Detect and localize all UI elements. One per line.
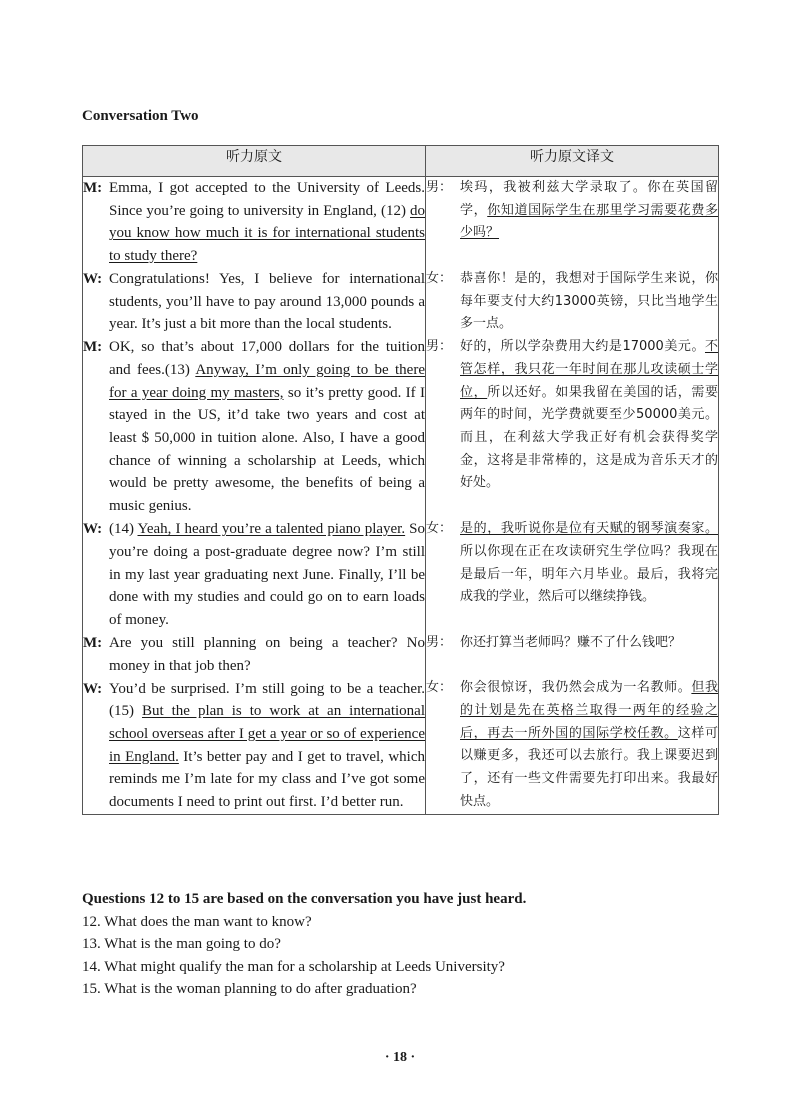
dialogue-turn-zh (426, 268, 718, 336)
dialogue-text (109, 632, 425, 677)
dialogue-text (109, 177, 425, 268)
page-number: · 18 · (384, 1050, 416, 1065)
section-title: Conversation Two (82, 108, 199, 124)
speaker-label: M: (83, 339, 103, 356)
speaker-label: 男： (426, 635, 453, 651)
dialogue-turn-en (83, 336, 425, 518)
text-segment: 埃玛，我被利兹大学录取了。你在英国留学， (460, 180, 718, 218)
translation-text (460, 268, 718, 336)
header-original-text: 听力原文 (83, 146, 426, 177)
translation-text (460, 518, 718, 632)
question-item: 12. What does the man want to know? (82, 913, 312, 930)
speaker-label: M: (83, 180, 103, 196)
dialogue-turn-zh (426, 177, 718, 268)
text-segment: 你会很惊讶，我仍然会成为一名教师。 (460, 680, 692, 696)
text-segment: 这样可以赚更多，我还可以去旅行。我上课要迟到了，还有一些文件需要先打印出来。我最好快点。 (460, 725, 718, 809)
text-segment: Emma, I got accepted to the University of Leeds. Since you’re going to university in England, (12) (109, 180, 425, 219)
dialogue-turn-zh (426, 677, 718, 813)
text-segment: It’s better pay and I get to travel, which reminds me I’m late for my class and I’ve got some documents I need to print out first. I’d better run. (109, 748, 426, 811)
text-segment: So you’re doing a post-graduate degree now? I’m still in my last year graduating next June. Finally, I’ll be done with my studies and could go on to earn loads of money. (109, 521, 426, 628)
text-segment: 恭喜你！是的，我想对于国际学生来说，你每年要支付大约13000英镑，只比当地学生多一点。 (460, 271, 718, 332)
dialogue-turn-en (83, 177, 425, 268)
text-segment: OK, so that’s about 17,000 dollars for the tuition and fees.(13) (109, 339, 425, 378)
question-item: 14. What might qualify the man for a scholarship at Leeds University? (82, 958, 505, 975)
text-segment: Are you still planning on being a teacher? No money in that job then? (109, 635, 425, 674)
text-segment: 好的，所以学杂费用大约是17000美元。 (460, 339, 705, 355)
text-segment: Congratulations! Yes, I believe for international students, you’ll have to pay around 13,000 pounds a year. It’s just a bit more than the local students. (109, 271, 425, 333)
dialogue-text (109, 518, 425, 632)
translation-text (460, 677, 718, 813)
answer-clue-text: 但我的计划是先在英格兰取得一两年的经验之后，再去一所外国的国际学校任教。 (460, 680, 718, 741)
speaker-label: 男： (426, 180, 453, 195)
answer-clue-text: But the plan is to work at an international school overseas after I get a year or so of experience in England. (109, 703, 425, 765)
dialogue-turn-en (83, 678, 425, 814)
text-segment: (14) (109, 521, 138, 538)
questions-heading: Questions 12 to 15 are based on the conversation you have just heard. (82, 891, 527, 907)
dialogue-text (109, 268, 425, 336)
dialogue-turn-en (83, 518, 425, 632)
dialogue-turn-en (83, 268, 425, 336)
dialogue-turn-zh (426, 336, 718, 518)
speaker-label: W: (83, 680, 103, 697)
speaker-label: 女： (426, 271, 453, 286)
translation-text (460, 336, 718, 518)
dialogue-text (109, 678, 425, 814)
translation-column (426, 177, 719, 815)
header-translation: 听力原文译文 (426, 146, 719, 177)
speaker-label: 女： (426, 680, 453, 696)
question-item: 13. What is the man going to do? (82, 936, 281, 952)
answer-clue-text: 不管怎样，我只花一年时间在那儿攻读硕士学位， (460, 339, 718, 400)
text-segment: 所以还好。如果我留在美国的话，需要两年的时间，光学费就要至少50000美元。而且，在利兹大学我正好有机会获得奖学金，这将是非常棒的，这是成为音乐天才的好处。 (460, 384, 718, 491)
dialogue-text (109, 336, 425, 518)
speaker-label: M: (83, 635, 103, 652)
dialogue-turn-zh (426, 518, 718, 632)
text-segment: so it’s pretty good. If I stayed in the US, it’d take two years and cost at least $ 50,000 in tuition alone. Also, I have a good chance of winning a scholarship at Leeds, which would be pretty awesome, the benefits of being a music genius. (109, 384, 425, 515)
translation-text (460, 632, 718, 677)
translation-text (460, 177, 718, 268)
original-text-column (83, 177, 426, 815)
questions-section (82, 888, 722, 1001)
dialogue-turn-en (83, 632, 425, 677)
speaker-label: 男： (426, 339, 453, 355)
answer-clue-text: do you know how much it is for international students to study there? (109, 202, 425, 265)
text-segment: You’d be surprised. I’m still going to be a teacher. (15) (109, 680, 425, 720)
speaker-label: W: (83, 271, 103, 287)
dialogue-turn-zh (426, 632, 718, 677)
speaker-label: 女： (426, 521, 453, 537)
text-segment: 你还打算当老师吗？赚不了什么钱吧？ (460, 635, 682, 651)
answer-clue-text: Yeah, I heard you’re a talented piano player. (137, 521, 406, 538)
question-item: 15. What is the woman planning to do after graduation? (82, 981, 417, 997)
conversation-table (82, 145, 719, 815)
answer-clue-text: 你知道国际学生在那里学习需要花费多少吗？ (460, 202, 718, 241)
speaker-label: W: (83, 521, 103, 538)
answer-clue-text: 是的，我听说你是位有天赋的钢琴演奏家。 (460, 521, 718, 537)
text-segment: 所以你现在正在攻读研究生学位吗？我现在是最后一年，明年六月毕业。最后，我将完成我的学业，然后可以继续挣钱。 (460, 543, 718, 605)
answer-clue-text: Anyway, I’m only going to be there for a year doing my masters, (109, 361, 425, 401)
